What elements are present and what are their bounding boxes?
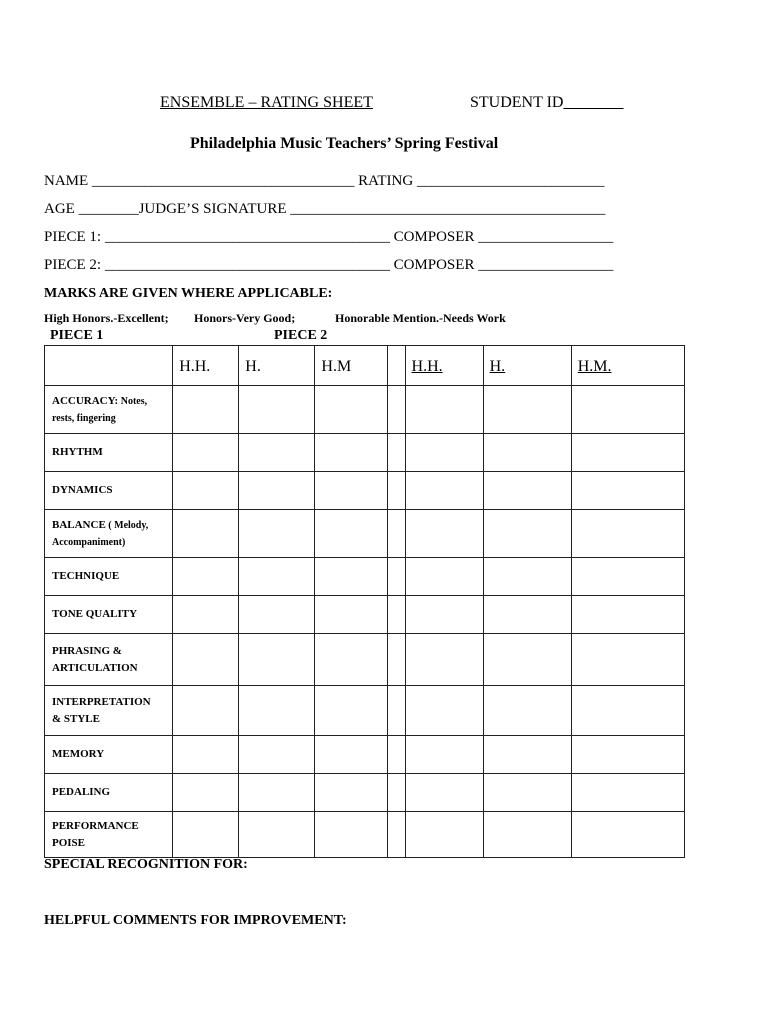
mark-cell[interactable] [405,386,483,434]
mark-cell[interactable] [571,386,684,434]
divider-cell [387,634,405,686]
row-label-pedaling: PEDALING [45,774,173,812]
legend-honors: Honors-Very Good; [194,311,296,325]
table-row [45,596,685,634]
mark-cell[interactable] [483,510,571,558]
row-label-performance-poise: PERFORMANCE POISE [45,812,173,858]
mark-cell[interactable] [315,510,387,558]
mark-cell[interactable] [405,634,483,686]
mark-cell[interactable] [405,812,483,858]
row-label-tone-quality: TONE QUALITY [45,596,173,634]
mark-cell[interactable] [315,558,387,596]
student-id-label: STUDENT ID [470,94,564,111]
mark-cell[interactable] [239,736,315,774]
mark-cell[interactable] [405,774,483,812]
marks-title: MARKS ARE GIVEN WHERE APPLICABLE: [44,286,333,301]
table-row [45,774,685,812]
piece1-label: PIECE 1 [50,328,104,343]
mark-cell[interactable] [315,774,387,812]
mark-cell[interactable] [315,634,387,686]
divider-cell [387,386,405,434]
student-id-field[interactable] [470,94,623,112]
mark-cell[interactable] [405,434,483,472]
mark-cell[interactable] [483,634,571,686]
mark-cell[interactable] [315,386,387,434]
mark-cell[interactable] [571,596,684,634]
mark-cell[interactable] [405,736,483,774]
header-piece2-h: H. [483,346,571,386]
divider-cell [387,510,405,558]
divider-cell [387,812,405,858]
header-piece1-h: H. [239,346,315,386]
mark-cell[interactable] [173,434,239,472]
mark-cell[interactable] [239,596,315,634]
mark-cell[interactable] [571,510,684,558]
piece2-composer-line[interactable]: PIECE 2: ______________________________________ COMPOSER __________________ [44,257,614,273]
table-row [45,686,685,736]
mark-cell[interactable] [315,686,387,736]
header-divider [387,346,405,386]
divider-cell [387,596,405,634]
row-label-balance: BALANCE ( Melody, Accompaniment) [45,510,173,558]
mark-cell[interactable] [239,472,315,510]
mark-cell[interactable] [405,558,483,596]
mark-cell[interactable] [173,736,239,774]
table-row [45,812,685,858]
age-signature-line[interactable]: AGE ________JUDGE’S SIGNATURE __________________________________________ [44,201,606,217]
row-label-accuracy: ACCURACY: Notes, rests, fingering [45,386,173,434]
mark-cell[interactable] [173,686,239,736]
mark-cell[interactable] [483,736,571,774]
mark-cell[interactable] [173,596,239,634]
mark-cell[interactable] [405,472,483,510]
table-row [45,472,685,510]
row-label-rhythm: RHYTHM [45,434,173,472]
header-piece1-hh: H.H. [173,346,239,386]
divider-cell [387,558,405,596]
divider-cell [387,434,405,472]
mark-cell[interactable] [483,812,571,858]
table-row [45,634,685,686]
mark-cell[interactable] [239,812,315,858]
mark-cell[interactable] [571,812,684,858]
row-label-phrasing: PHRASING & ARTICULATION [45,634,173,686]
special-recognition-label: SPECIAL RECOGNITION FOR: [44,857,248,872]
mark-cell[interactable] [405,596,483,634]
header-blank [45,346,173,386]
mark-cell[interactable] [173,812,239,858]
helpful-comments-label: HELPFUL COMMENTS FOR IMPROVEMENT: [44,913,347,928]
mark-cell[interactable] [483,434,571,472]
header-piece2-hh: H.H. [405,346,483,386]
table-row [45,434,685,472]
mark-cell[interactable] [315,736,387,774]
mark-cell[interactable] [173,386,239,434]
mark-cell[interactable] [405,686,483,736]
name-rating-line[interactable]: NAME ___________________________________ RATING _________________________ [44,173,605,189]
mark-cell[interactable] [571,472,684,510]
mark-cell[interactable] [239,686,315,736]
mark-cell[interactable] [315,434,387,472]
header-piece2-hm: H.M. [571,346,684,386]
mark-cell[interactable] [571,558,684,596]
mark-cell[interactable] [173,510,239,558]
mark-cell[interactable] [571,686,684,736]
table-row [45,510,685,558]
table-row [45,386,685,434]
legend-honorable-mention: Honorable Mention.-Needs Work [335,311,506,325]
piece2-label: PIECE 2 [274,328,328,343]
mark-cell[interactable] [239,558,315,596]
mark-cell[interactable] [571,434,684,472]
divider-cell [387,774,405,812]
mark-cell[interactable] [571,634,684,686]
mark-cell[interactable] [239,634,315,686]
mark-cell[interactable] [483,472,571,510]
table-row [45,558,685,596]
divider-cell [387,472,405,510]
mark-cell[interactable] [239,386,315,434]
row-label-technique: TECHNIQUE [45,558,173,596]
divider-cell [387,736,405,774]
festival-title: Philadelphia Music Teachers’ Spring Festival [190,135,499,152]
divider-cell [387,686,405,736]
mark-cell[interactable] [315,812,387,858]
mark-cell[interactable] [571,736,684,774]
mark-cell[interactable] [173,634,239,686]
mark-cell[interactable] [405,510,483,558]
mark-cell[interactable] [173,774,239,812]
table-row [45,736,685,774]
mark-cell[interactable] [239,510,315,558]
mark-cell[interactable] [483,596,571,634]
mark-cell[interactable] [483,558,571,596]
row-label-memory: MEMORY [45,736,173,774]
table-header-row [45,346,685,386]
rating-table [44,345,685,858]
mark-cell[interactable] [315,472,387,510]
row-label-interpretation: INTERPRETATION & STYLE [45,686,173,736]
mark-cell[interactable] [239,434,315,472]
row-label-dynamics: DYNAMICS [45,472,173,510]
mark-cell[interactable] [239,774,315,812]
student-id-blank[interactable]: ____ ___ [563,94,624,111]
mark-cell[interactable] [483,774,571,812]
mark-cell[interactable] [173,472,239,510]
legend-high-honors: High Honors.-Excellent; [44,311,169,325]
mark-cell[interactable] [173,558,239,596]
mark-cell[interactable] [483,386,571,434]
mark-cell[interactable] [571,774,684,812]
piece1-composer-line[interactable]: PIECE 1: ______________________________________ COMPOSER __________________ [44,229,614,245]
header-piece1-hm: H.M [315,346,387,386]
mark-cell[interactable] [315,596,387,634]
sheet-title: ENSEMBLE – RATING SHEET [160,94,373,111]
mark-cell[interactable] [483,686,571,736]
